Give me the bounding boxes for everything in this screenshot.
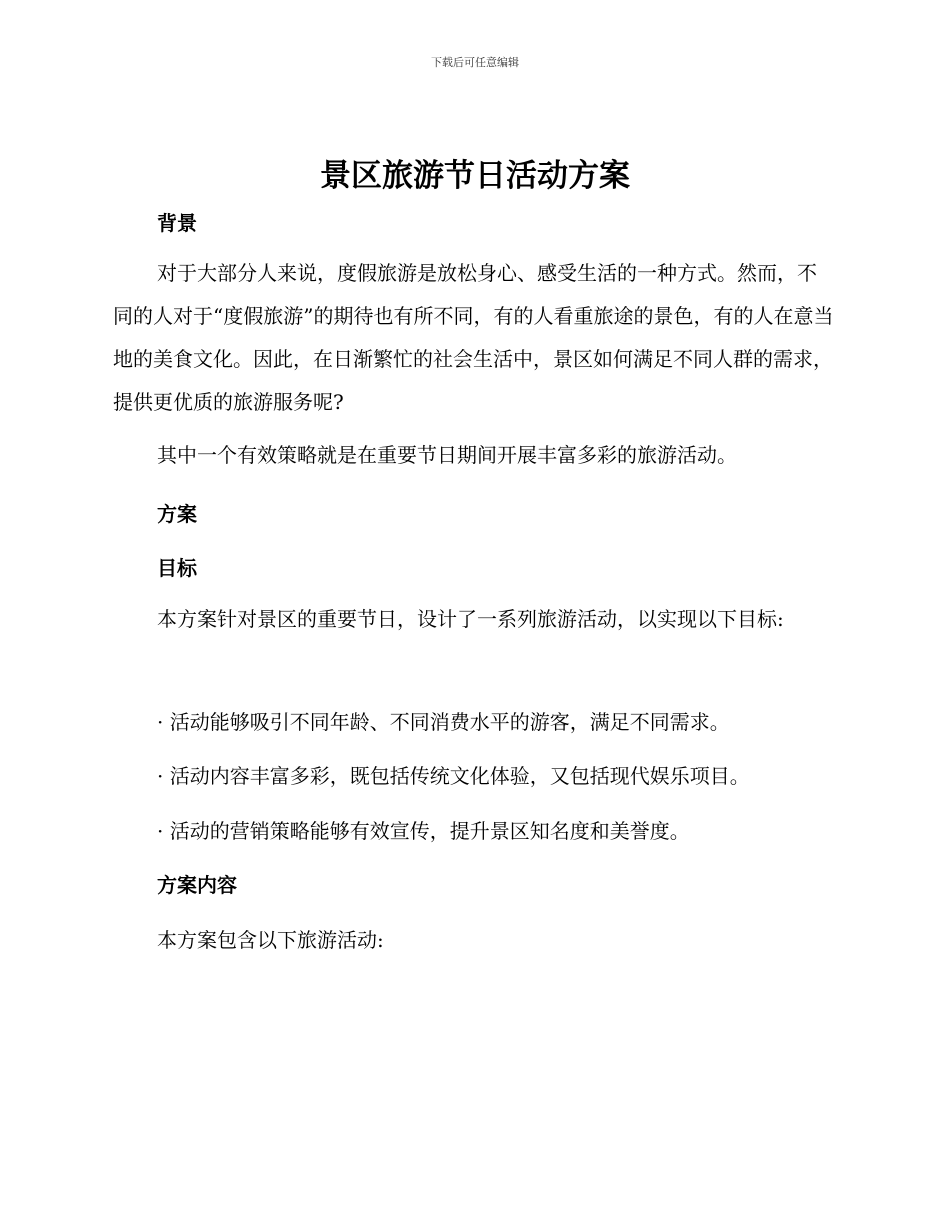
section-heading-plan: 方案 [157, 502, 197, 526]
goal-intro-paragraph: 本方案针对景区的重要节日，设计了一系列旅游活动，以实现以下目标: [157, 607, 784, 631]
document-title: 景区旅游节日活动方案 [320, 158, 630, 194]
goal-list-item: · 活动内容丰富多彩，既包括传统文化体验，又包括现代娱乐项目。 [157, 764, 750, 788]
content-intro-paragraph: 本方案包含以下旅游活动: [157, 928, 384, 952]
goal-list-item: · 活动的营销策略能够有效宣传，提升景区知名度和美誉度。 [157, 819, 690, 843]
page-header: 下载后可任意编辑 [431, 56, 519, 69]
background-paragraph-2: 其中一个有效策略就是在重要节日期间开展丰富多彩的旅游活动。 [157, 443, 737, 467]
section-heading-background: 背景 [157, 211, 197, 235]
background-paragraph-1: 对于大部分人来说，度假旅游是放松身心、感受生活的一种方式。然而，不同的人对于“度假旅游”的期待也有所不同，有的人看重旅途的景色，有的人在意当地的美食文化。因此，在日渐繁忙的社会生活中，景区如何满足不同人群的需求，提供更优质的旅游服务呢? [113, 261, 834, 414]
section-heading-goal: 目标 [157, 556, 197, 580]
goal-list-item: · 活动能够吸引不同年龄、不同消费水平的游客，满足不同需求。 [157, 710, 730, 734]
section-heading-content: 方案内容 [157, 873, 237, 897]
